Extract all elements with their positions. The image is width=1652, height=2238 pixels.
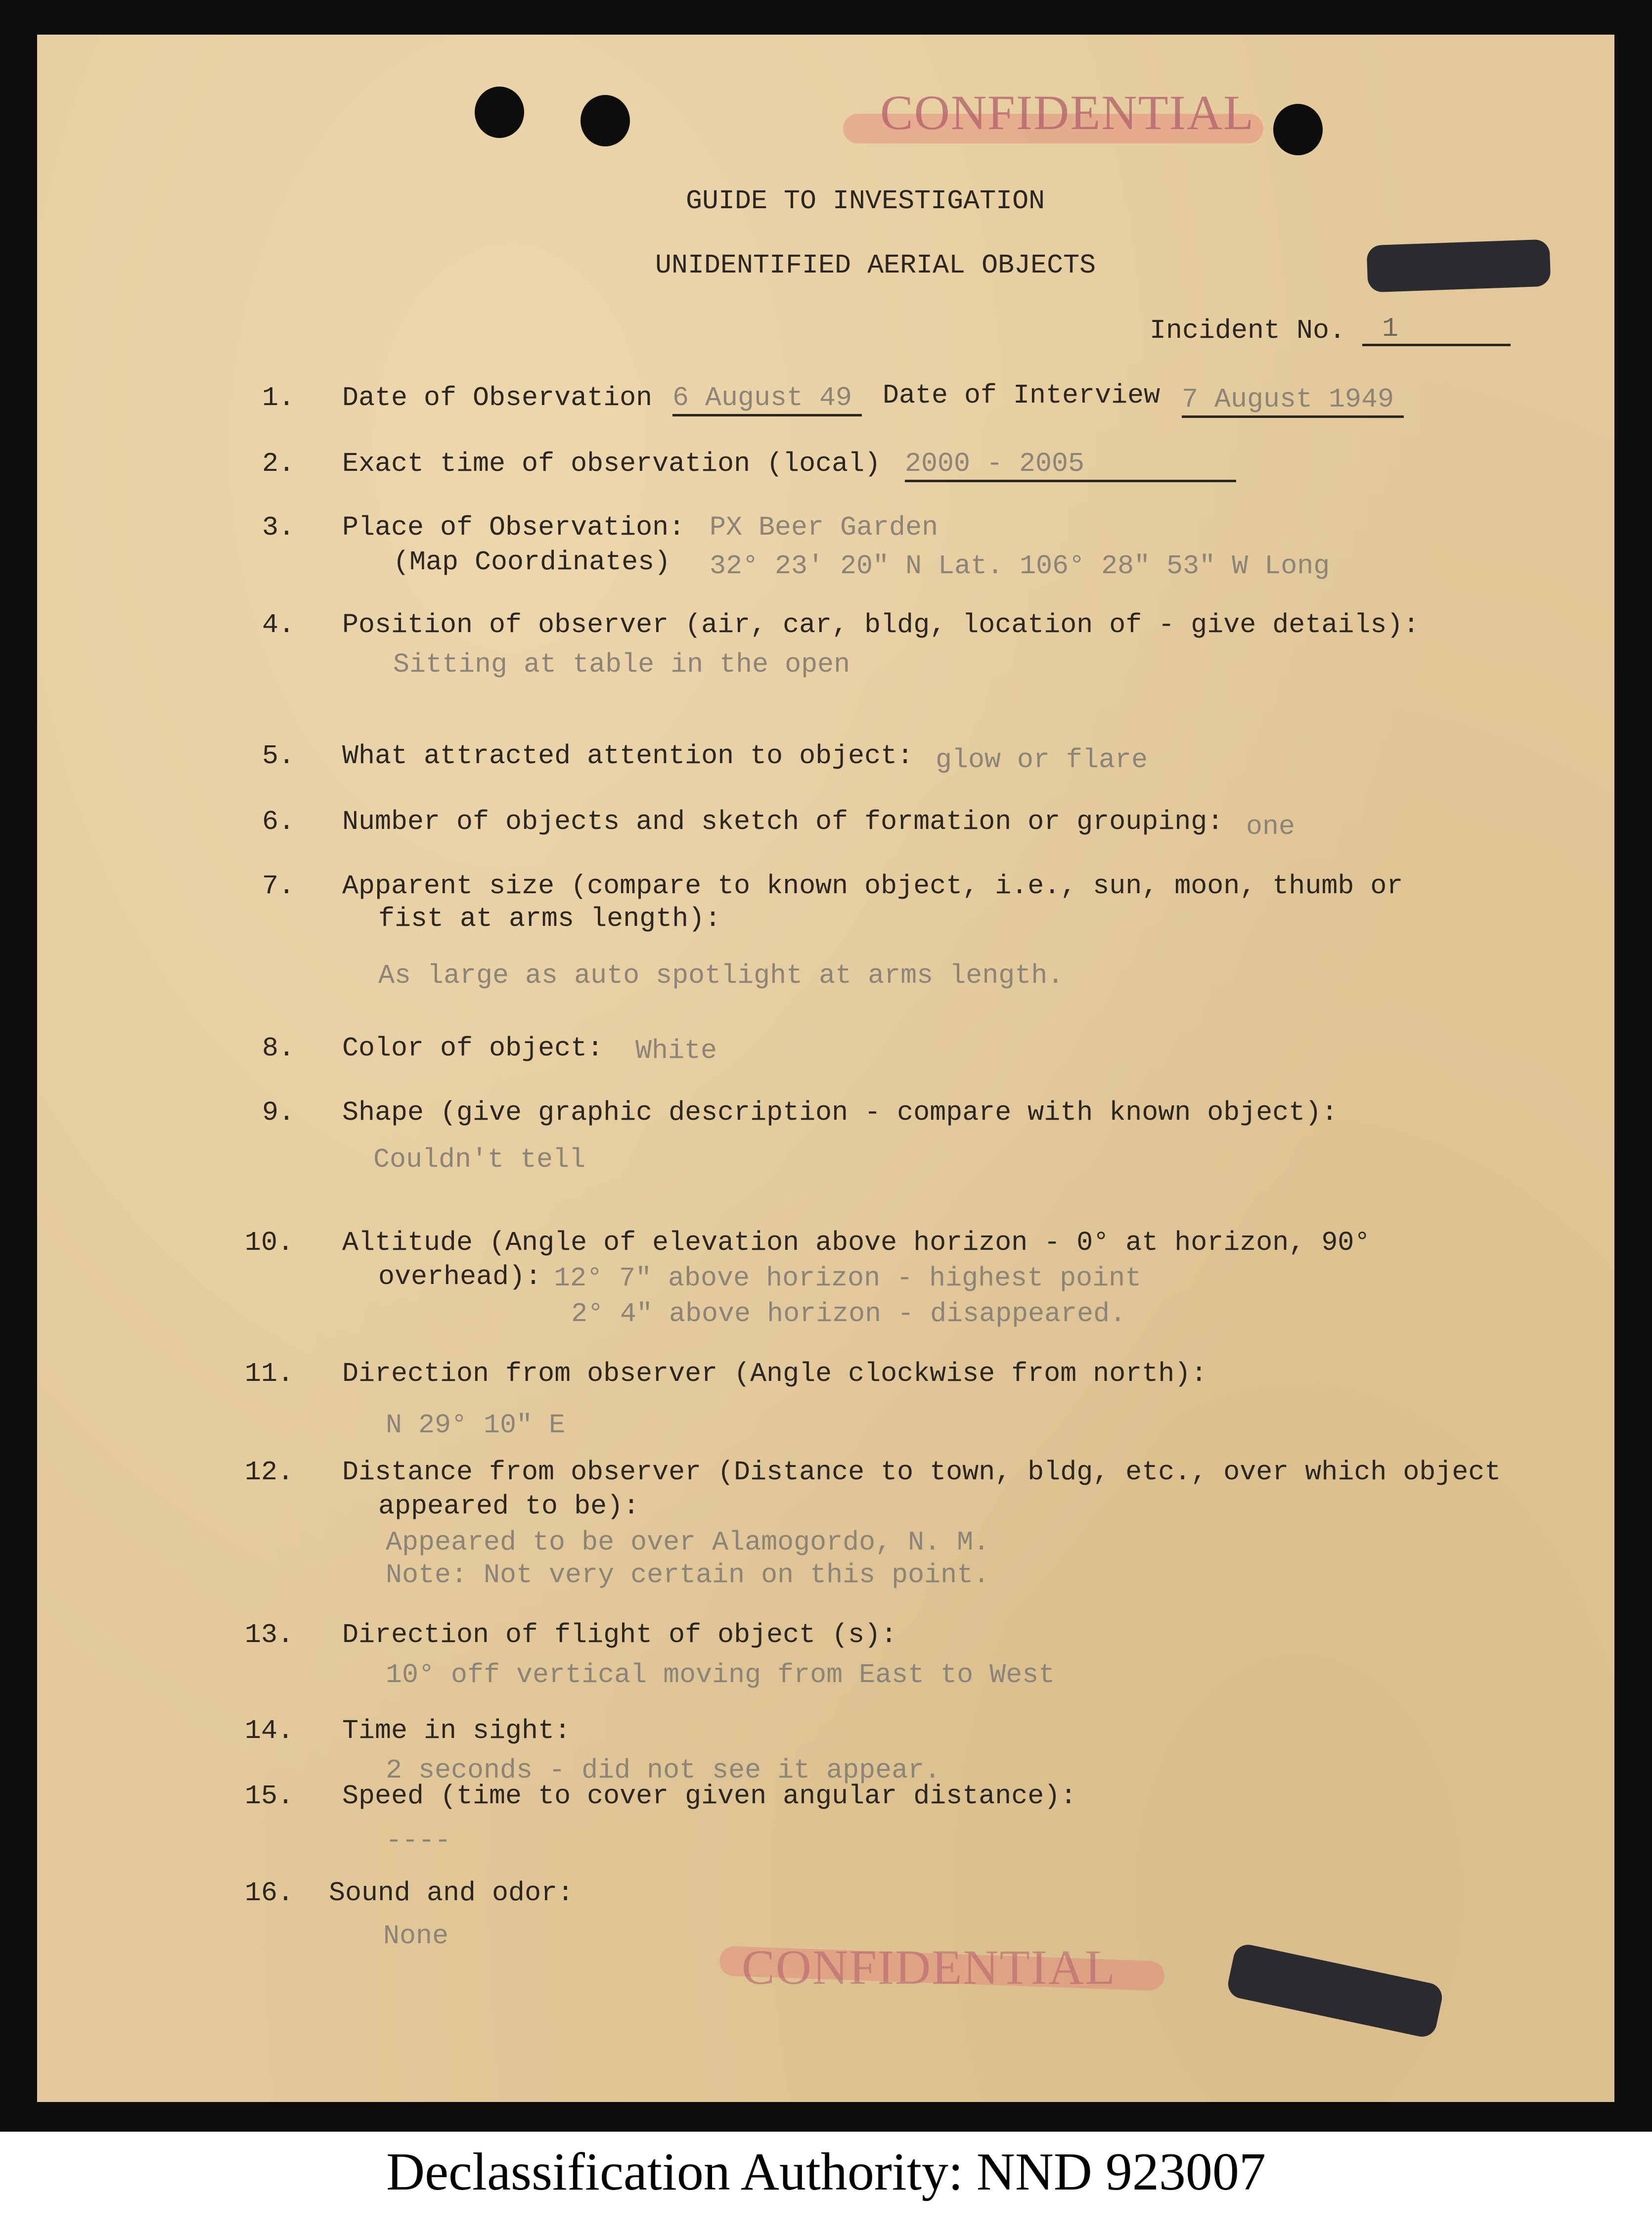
item-answer: Note: Not very certain on this point. — [386, 1559, 990, 1591]
item-answer: 2° 4" above horizon - disappeared. — [571, 1298, 1126, 1329]
item-label: appeared to be): — [378, 1491, 640, 1522]
item-label: Number of objects and sketch of formation or grouping: — [342, 806, 1224, 837]
item-label: Shape (give graphic description - compare with known object): — [342, 1097, 1338, 1128]
item-answer: Couldn't tell — [373, 1144, 586, 1175]
item-answer: Appeared to be over Alamogordo, N. M. — [386, 1527, 990, 1558]
item-number: 8. — [262, 1033, 295, 1064]
redaction-mark — [1366, 239, 1551, 293]
item-number: 5. — [262, 740, 295, 772]
incident-number — [1362, 314, 1511, 346]
redaction-mark — [1225, 1942, 1444, 2040]
item-answer: N 29° 10" E — [386, 1410, 566, 1441]
document-page — [37, 35, 1614, 2102]
item-number: 6. — [262, 806, 295, 837]
item-label: Time in sight: — [342, 1715, 571, 1746]
item-label: Date of Interview — [883, 380, 1161, 411]
item-answer: one — [1246, 811, 1295, 842]
item-number: 3. — [262, 512, 295, 543]
punch-hole — [1273, 104, 1323, 155]
item-label: Date of Observation — [342, 382, 653, 413]
item-label: What attracted attention to object: — [342, 740, 914, 772]
item-answer: White — [635, 1035, 717, 1066]
item-number: 9. — [262, 1097, 295, 1128]
incident-label: Incident No. — [1150, 315, 1346, 346]
item-number: 7. — [262, 870, 295, 902]
punch-hole — [580, 95, 630, 146]
item-label: (Map Coordinates) — [393, 547, 671, 578]
observation-place: PX Beer Garden — [710, 512, 938, 543]
observation-time: 2000 - 2005 — [905, 449, 1236, 482]
item-label: Direction from observer (Angle clockwise from north): — [342, 1358, 1207, 1389]
item-label: Position of observer (air, car, bldg, location of - give details): — [342, 609, 1420, 640]
item-label: overhead): — [378, 1261, 542, 1292]
observation-date: 6 August 49 — [672, 383, 862, 416]
map-coordinates: 32° 23' 20" N Lat. 106° 28" 53" W Long — [710, 550, 1330, 582]
item-label: Sound and odor: — [329, 1877, 574, 1909]
item-answer: 10° off vertical moving from East to West — [386, 1659, 1055, 1690]
item-answer: 12° 7" above horizon - highest point — [554, 1263, 1142, 1294]
item-label: Speed (time to cover given angular distance): — [342, 1781, 1077, 1812]
interview-date: 7 August 1949 — [1182, 385, 1404, 418]
item-number: 10. — [245, 1227, 294, 1258]
item-answer: None — [383, 1920, 449, 1952]
item-number: 11. — [245, 1358, 294, 1389]
document-subtitle: UNIDENTIFIED AERIAL OBJECTS — [655, 250, 1096, 281]
item-answer: As large as auto spotlight at arms length. — [378, 960, 1064, 991]
incident-number-value: 1 — [1382, 313, 1399, 344]
item-number: 2. — [262, 448, 295, 479]
item-answer: Sitting at table in the open — [393, 649, 850, 680]
document-title: GUIDE TO INVESTIGATION — [686, 185, 1045, 217]
item-label: Altitude (Angle of elevation above horizon - 0° at horizon, 90° — [342, 1227, 1371, 1258]
punch-hole — [475, 87, 524, 138]
confidential-stamp-bottom: CONFIDENTIAL — [742, 1940, 1116, 1995]
item-number: 16. — [245, 1877, 294, 1909]
declassification-footer: Declassification Authority: NND 923007 — [386, 2143, 1266, 2201]
item-label: Apparent size (compare to known object, i.e., sun, moon, thumb or — [342, 870, 1403, 902]
item-answer: ---- — [386, 1825, 451, 1856]
item-answer: glow or flare — [936, 744, 1148, 776]
item-label: Place of Observation: — [342, 512, 685, 543]
item-number: 12. — [245, 1457, 294, 1488]
item-label: Distance from observer (Distance to town, bldg, etc., over which object — [342, 1457, 1501, 1488]
item-number: 15. — [245, 1781, 294, 1812]
item-number: 14. — [245, 1715, 294, 1746]
item-label: fist at arms length): — [378, 903, 721, 934]
item-label: Color of object: — [342, 1033, 604, 1064]
item-number: 1. — [262, 382, 295, 413]
item-label: Exact time of observation (local) — [342, 448, 881, 479]
confidential-stamp-top: CONFIDENTIAL — [880, 85, 1255, 140]
item-number: 13. — [245, 1619, 294, 1650]
item-label: Direction of flight of object (s): — [342, 1619, 897, 1650]
item-number: 4. — [262, 609, 295, 640]
item-answer: 2 seconds - did not see it appear. — [386, 1755, 941, 1786]
